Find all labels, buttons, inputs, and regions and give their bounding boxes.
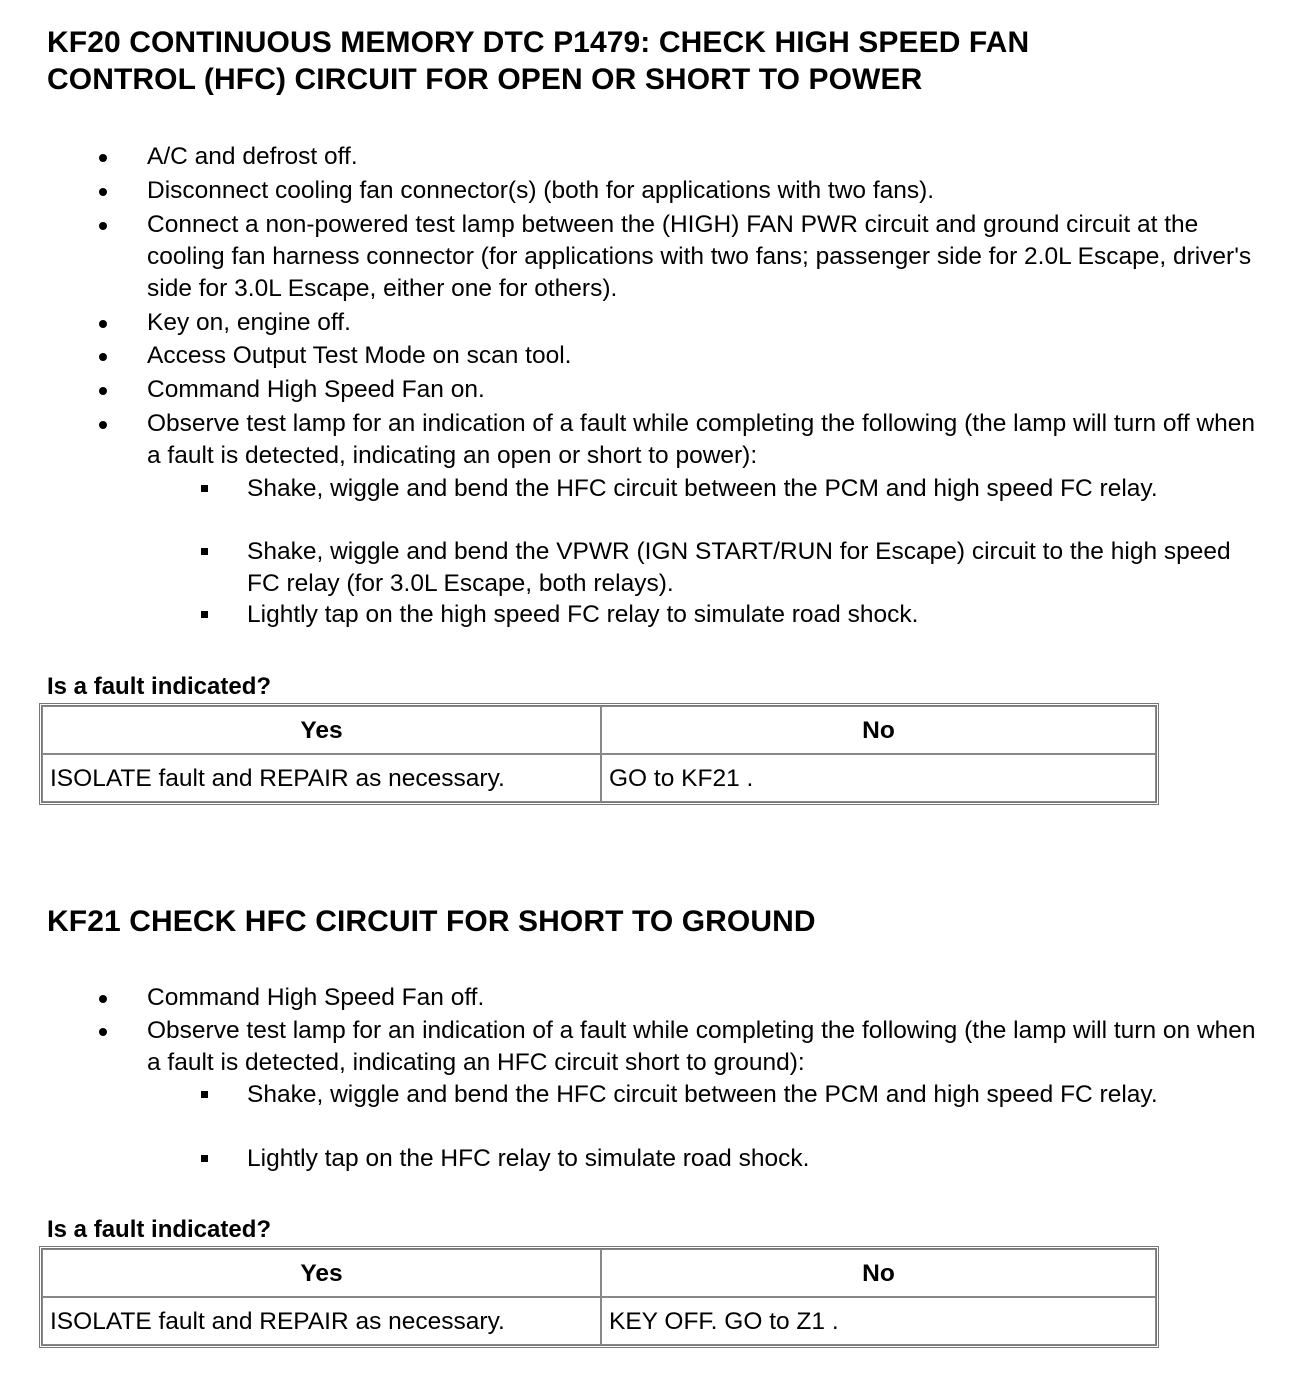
substep-item: Shake, wiggle and bend the HFC circuit between the PCM and high speed FC relay. <box>247 1079 1247 1111</box>
yes-header: Yes <box>42 706 601 754</box>
substep-item: Lightly tap on the HFC relay to simulate road shock. <box>247 1143 1247 1175</box>
section-title-kf21 <box>47 903 816 940</box>
question-label: Is a fault indicated? <box>47 1216 272 1243</box>
step-item: A/C and defrost off. <box>147 141 1257 173</box>
no-action-cell: GO to KF21 . <box>601 754 1156 802</box>
yes-action-cell: ISOLATE fault and REPAIR as necessary. <box>42 754 601 802</box>
step-item: Command High Speed Fan off. <box>147 982 1257 1014</box>
title-line-2: CONTROL (HFC) CIRCUIT FOR OPEN OR SHORT TO POWER <box>47 63 923 96</box>
step-item: Command High Speed Fan on. <box>147 374 1257 406</box>
substep-item: Shake, wiggle and bend the HFC circuit between the PCM and high speed FC relay. <box>247 473 1247 505</box>
yes-header: Yes <box>42 1249 601 1297</box>
step-item: Observe test lamp for an indication of a fault while completing the following (the lamp will turn on when a fault is detected, indicating an HFC circuit short to ground): <box>147 1015 1257 1079</box>
no-action-cell: KEY OFF. GO to Z1 . <box>601 1297 1156 1345</box>
result-table <box>39 703 1159 805</box>
substep-item: Shake, wiggle and bend the VPWR (IGN START/RUN for Escape) circuit to the high speed FC relay (for 3.0L Escape, both relays). <box>247 536 1247 600</box>
section-title-kf20 <box>47 24 1029 98</box>
step-item: Observe test lamp for an indication of a fault while completing the following (the lamp will turn off when a fault is detected, indicating an open or short to power): <box>147 408 1257 472</box>
step-item: Disconnect cooling fan connector(s) (both for applications with two fans). <box>147 175 1257 207</box>
result-table <box>39 1246 1159 1348</box>
step-item: Connect a non-powered test lamp between the (HIGH) FAN PWR circuit and ground circuit at the cooling fan harness connector (for applications with two fans; passenger side for 2.0L Escape, driver's side for 3.0L Escape, either one for others). <box>147 209 1257 305</box>
title-line-1: KF21 CHECK HFC CIRCUIT FOR SHORT TO GROUND <box>47 905 816 938</box>
no-header: No <box>601 706 1156 754</box>
no-header: No <box>601 1249 1156 1297</box>
title-line-1: KF20 CONTINUOUS MEMORY DTC P1479: CHECK HIGH SPEED FAN <box>47 26 1030 59</box>
step-item: Access Output Test Mode on scan tool. <box>147 340 1257 372</box>
yes-action-cell: ISOLATE fault and REPAIR as necessary. <box>42 1297 601 1345</box>
question-label: Is a fault indicated? <box>47 673 272 700</box>
substep-item: Lightly tap on the high speed FC relay to simulate road shock. <box>247 599 1247 631</box>
step-item: Key on, engine off. <box>147 307 1257 339</box>
